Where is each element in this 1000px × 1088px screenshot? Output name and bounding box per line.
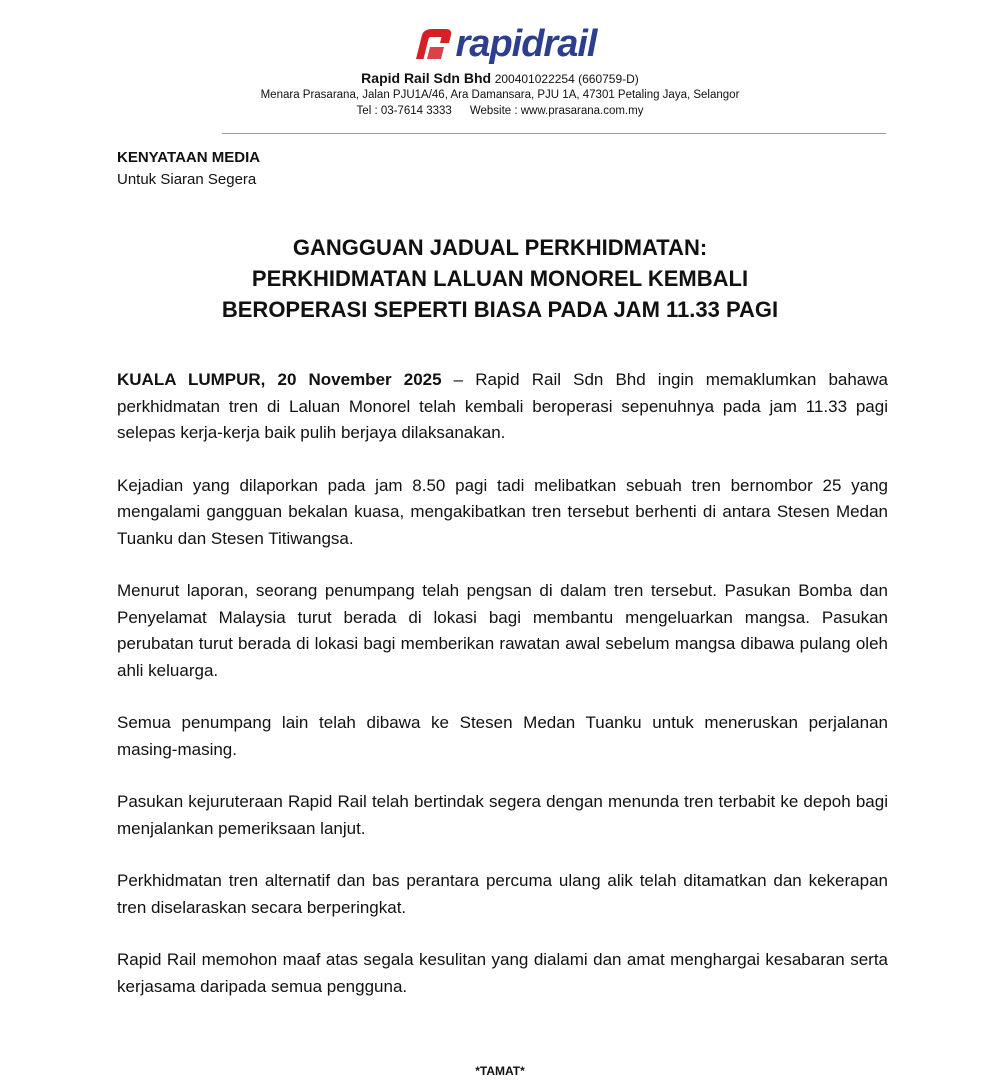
paragraph-4: Semua penumpang lain telah dibawa ke Stesen Medan Tuanku untuk meneruskan perjalanan masing-masing.	[117, 713, 888, 759]
paragraph-7: Rapid Rail memohon maaf atas segala kesulitan yang dialami dan amat menghargai kesabaran serta kerjasama daripada semua pengguna.	[117, 950, 888, 996]
paragraph-1-text: – Rapid Rail Sdn Bhd ingin memaklumkan bahawa perkhidmatan tren di Laluan Monorel telah kembali beroperasi sepenuhnya pada jam 11.33 pagi selepas kerja-kerja baik pulih berjaya dilaksanakan.	[117, 370, 888, 442]
dateline: KUALA LUMPUR, 20 November 2025	[117, 370, 442, 389]
paragraph-1	[117, 367, 888, 447]
statement-type: KENYATAAN MEDIA	[117, 149, 261, 166]
headline-line-1: GANGGUAN JADUAL PERKHIDMATAN:	[292, 235, 708, 260]
paragraph-6: Perkhidmatan tren alternatif dan bas perantara percuma ulang alik telah ditamatkan dan kekerapan tren diselaraskan secara berperingkat.	[117, 871, 888, 917]
rapidrail-logo	[410, 22, 597, 66]
company-address: Menara Prasarana, Jalan PJU1A/46, Ara Damansara, PJU 1A, 47301 Petaling Jaya, Selangor	[260, 89, 740, 101]
headline	[100, 232, 900, 325]
paragraph-5: Pasukan kejuruteraan Rapid Rail telah bertindak segera dengan menunda tren terbabit ke depoh bagi menjalankan pemeriksaan lanjut.	[117, 792, 888, 838]
contact-line	[0, 103, 1000, 119]
headline-line-2: PERKHIDMATAN LALUAN MONOREL KEMBALI	[251, 266, 749, 291]
company-line	[0, 70, 1000, 87]
paragraph-2: Kejadian yang dilaporkan pada jam 8.50 pagi tadi melibatkan sebuah tren bernombor 25 yang mengalami gangguan bekalan kuasa, mengakibatkan tren tersebut berhenti di antara Stesen Medan Tuanku dan Stesen Titiwangsa.	[117, 475, 888, 548]
headline-line-3: BEROPERASI SEPERTI BIASA PADA JAM 11.33 PAGI	[221, 297, 779, 322]
company-name: Rapid Rail Sdn Bhd	[361, 70, 492, 86]
telephone: Tel : 03-7614 3333	[356, 105, 452, 117]
website: Website : www.prasarana.com.my	[469, 105, 644, 117]
header-divider	[222, 133, 886, 134]
logo-wordmark: rapidrail	[455, 23, 597, 65]
press-release-body	[117, 367, 888, 1026]
end-mark: *TAMAT*	[475, 1064, 525, 1078]
company-registration: 200401022254 (660759-D)	[494, 72, 639, 86]
paragraph-3: Menurut laporan, seorang penumpang telah pengsan di dalam tren tersebut. Pasukan Bomba dan Penyelamat Malaysia turut berada di lokasi bagi membantu mengeluarkan mangsa. Pasukan perubatan turut berada di lokasi bagi memberikan rawatan awal sebelum mangsa dibawa pulang oleh ahli keluarga.	[117, 581, 888, 680]
letterhead	[0, 22, 1000, 119]
statement-subtitle: Untuk Siaran Segera	[117, 171, 257, 188]
rapidrail-logo-icon	[410, 25, 454, 63]
